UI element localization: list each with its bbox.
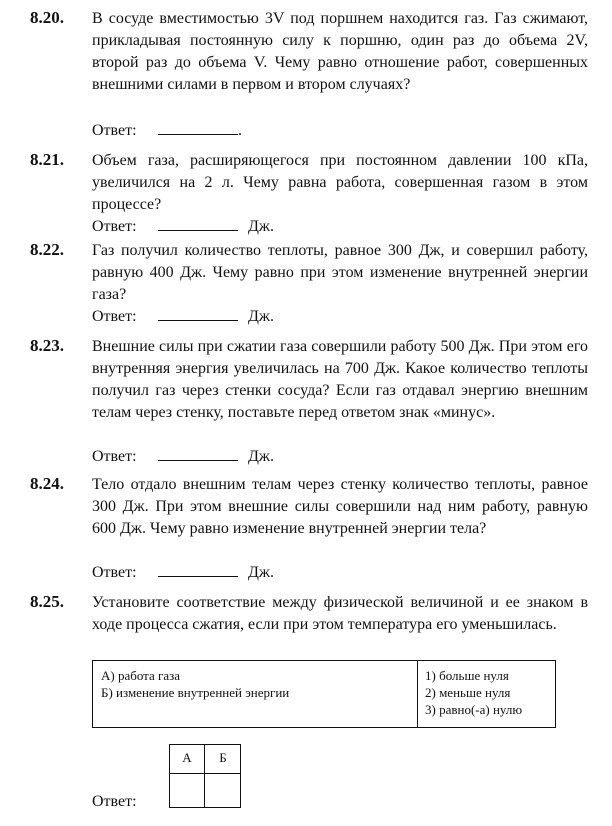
- grid-header-a: А: [182, 750, 192, 765]
- problem-number: 8.25.: [30, 592, 64, 611]
- answer-unit: Дж.: [248, 218, 274, 235]
- answer-label: Ответ:: [92, 793, 137, 810]
- problem-number: 8.23.: [30, 336, 64, 355]
- problem-number: 8.22.: [30, 240, 64, 259]
- problem-text: Объем газа, расширяющегося при постоянном давлении 100 кПа, увеличился на 2 л. Чему равна работа, совершенная газом в этом процессе?: [92, 152, 588, 213]
- problem-text: Внешние силы при сжатии газа совершили работу 500 Дж. При этом его внутренняя энергия увеличилась на 700 Дж. Какое количество теплоты получил газ через стенки сосуда? Если газ отдавал энергию внешним телам через стенку, поставьте перед ответом знак «минус».: [92, 338, 588, 421]
- quantity-item: А) работа газа: [101, 668, 181, 683]
- answer-unit: .: [238, 122, 242, 139]
- answer-line: [92, 216, 274, 238]
- problem-number: 8.24.: [30, 474, 64, 493]
- grid-divider: [170, 773, 240, 774]
- answer-blank[interactable]: [158, 562, 238, 577]
- answer-cell-a[interactable]: [170, 775, 204, 807]
- answer-line: [92, 120, 242, 142]
- answer-unit: Дж.: [248, 308, 274, 325]
- sign-option: 1) больше нуля: [425, 668, 509, 683]
- answer-unit: Дж.: [248, 448, 274, 465]
- matching-table: [92, 660, 556, 728]
- answer-line: [92, 562, 274, 584]
- problem-text: В сосуде вместимостью 3V под поршнем находится газ. Газ сжимают, прикладывая постоянную силу к поршню, один раз до объема 2V, второй раз до объема V. Чему равно отношение работ, совершенных внешними силами в первом и втором случаях?: [92, 10, 588, 93]
- answer-unit: Дж.: [248, 564, 274, 581]
- answer-line: [92, 446, 274, 468]
- problem-number: 8.20.: [30, 8, 64, 27]
- quantity-item: Б) изменение внутренней энергии: [101, 685, 290, 700]
- signs-column: [425, 667, 555, 718]
- answer-label: Ответ:: [92, 564, 137, 581]
- answer-grid: [169, 744, 241, 808]
- problem-text: Тело отдало внешним телам через стенку количество теплоты, равное 300 Дж. При этом внешние силы совершили над ним работу, равную 600 Дж. Чему равно изменение внутренней энергии тела?: [92, 476, 588, 537]
- answer-blank[interactable]: [158, 306, 238, 321]
- answer-blank[interactable]: [158, 216, 238, 231]
- sign-option: 2) меньше нуля: [425, 685, 511, 700]
- problem-text: Установите соответствие между физической величиной и ее знаком в ходе процесса сжатия, если при этом температура его уменьшилась.: [92, 594, 588, 633]
- answer-label: Ответ:: [92, 308, 137, 325]
- answer-blank[interactable]: [158, 446, 238, 461]
- answer-cell-b[interactable]: [206, 775, 240, 807]
- answer-label: Ответ:: [92, 448, 137, 465]
- sign-option: 3) равно(-а) нулю: [425, 702, 523, 717]
- grid-header-b: Б: [219, 750, 227, 765]
- grid-divider: [204, 745, 205, 807]
- column-divider: [417, 661, 418, 727]
- problem-number: 8.21.: [30, 150, 64, 169]
- answer-label: Ответ:: [92, 218, 137, 235]
- problem-text: Газ получил количество теплоты, равное 300 Дж, и совершил работу, равную 400 Дж. Чему равно при этом изменение внутренней энергии газа?: [92, 242, 588, 303]
- answer-blank[interactable]: [158, 120, 238, 135]
- answer-line: [92, 306, 274, 328]
- answer-label: Ответ:: [92, 122, 137, 139]
- quantities-column: [101, 667, 401, 701]
